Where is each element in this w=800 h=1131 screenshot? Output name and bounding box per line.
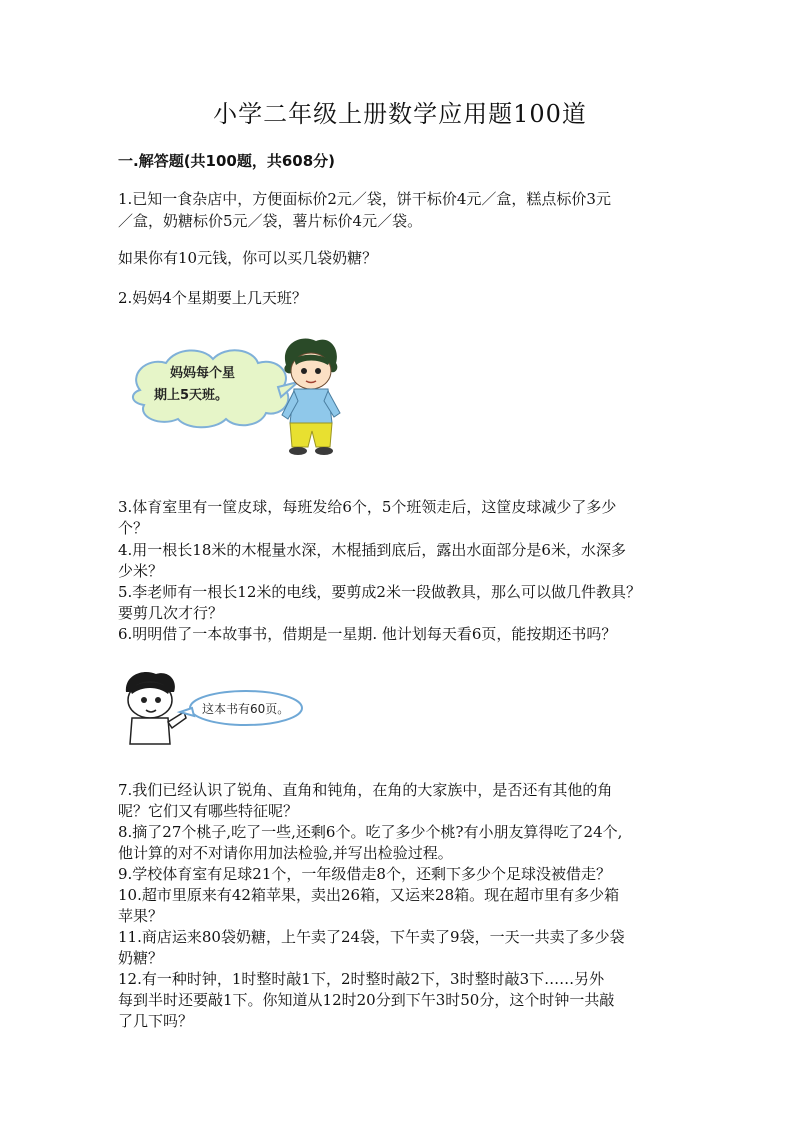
mom-works-illustration — [118, 335, 348, 465]
q6-line1: 6.明明借了一本故事书，借期是一星期. 他计划每天看6页，能按期还书吗？ — [118, 625, 617, 643]
q1-line1: 1.已知一食杂店中，方便面标价2元／袋，饼干标价4元／盒，糕点标价3元 — [118, 190, 611, 208]
q8-line2: 他计算的对不对请你用加法检验,并写出检验过程。 — [118, 844, 453, 862]
q4-line1: 4.用一根长18米的木棍量水深，木棍插到底后，露出水面部分是6米，水深多 — [118, 541, 626, 559]
q3-line2: 个？ — [118, 519, 149, 537]
section-heading: 一.解答题(共100题，共608分) — [118, 152, 336, 170]
q12-line3: 了几下吗？ — [118, 1012, 194, 1030]
page-title: 小学二年级上册数学应用题100道 — [213, 100, 587, 128]
q8-line1: 8.摘了27个桃子,吃了一些,还剩6个。吃了多少个桃?有小朋友算得吃了24个, — [118, 823, 623, 841]
q3-line1: 3.体育室里有一筐皮球，每班发给6个，5个班领走后，这筐皮球减少了多少 — [118, 498, 617, 516]
bubble-text: 这本书有60页。 — [202, 702, 290, 716]
q11-line1: 11.商店运来80袋奶糖，上午卖了24袋，下午卖了9袋，一天一共卖了多少袋 — [118, 928, 625, 946]
q11-line2: 奶糖？ — [118, 949, 164, 967]
boy-figure — [282, 338, 340, 455]
q9-line1: 9.学校体育室有足球21个，一年级借走8个，还剩下多少个足球没被借走？ — [118, 865, 611, 883]
book-pages-illustration — [118, 670, 318, 750]
q10-line2: 苹果？ — [118, 907, 164, 925]
speech-bubble — [180, 691, 302, 725]
q5-line2: 要剪几次才行？ — [118, 604, 224, 622]
q1-line2: ／盒，奶糖标价5元／袋，薯片标价4元／袋。 — [118, 212, 423, 230]
q12-line1: 12.有一种时钟，1时整时敲1下，2时整时敲2下，3时整时敲3下……另外 — [118, 970, 605, 988]
q1-line3: 如果你有10元钱，你可以买几袋奶糖？ — [118, 249, 378, 267]
bubble-text-line1: 妈妈每个星 — [170, 366, 236, 381]
q4-line2: 少米？ — [118, 562, 164, 580]
bubble-text-line2: 期上5天班。 — [154, 388, 229, 403]
speech-cloud — [133, 350, 298, 427]
q10-line1: 10.超市里原来有42箱苹果，卖出26箱，又运来28箱。现在超市里有多少箱 — [118, 886, 620, 904]
q5-line1: 5.李老师有一根长12米的电线，要剪成2米一段做教具，那么可以做几件教具？ — [118, 583, 641, 601]
q7-line1: 7.我们已经认识了锐角、直角和钝角，在角的大家族中，是否还有其他的角 — [118, 781, 613, 799]
q2-line1: 2.妈妈4个星期要上几天班？ — [118, 289, 307, 307]
q7-line2: 呢？它们又有哪些特征呢？ — [118, 802, 299, 820]
boy-head-figure — [126, 672, 186, 744]
q12-line2: 每到半时还要敲1下。你知道从12时20分到下午3时50分，这个时钟一共敲 — [118, 991, 615, 1009]
